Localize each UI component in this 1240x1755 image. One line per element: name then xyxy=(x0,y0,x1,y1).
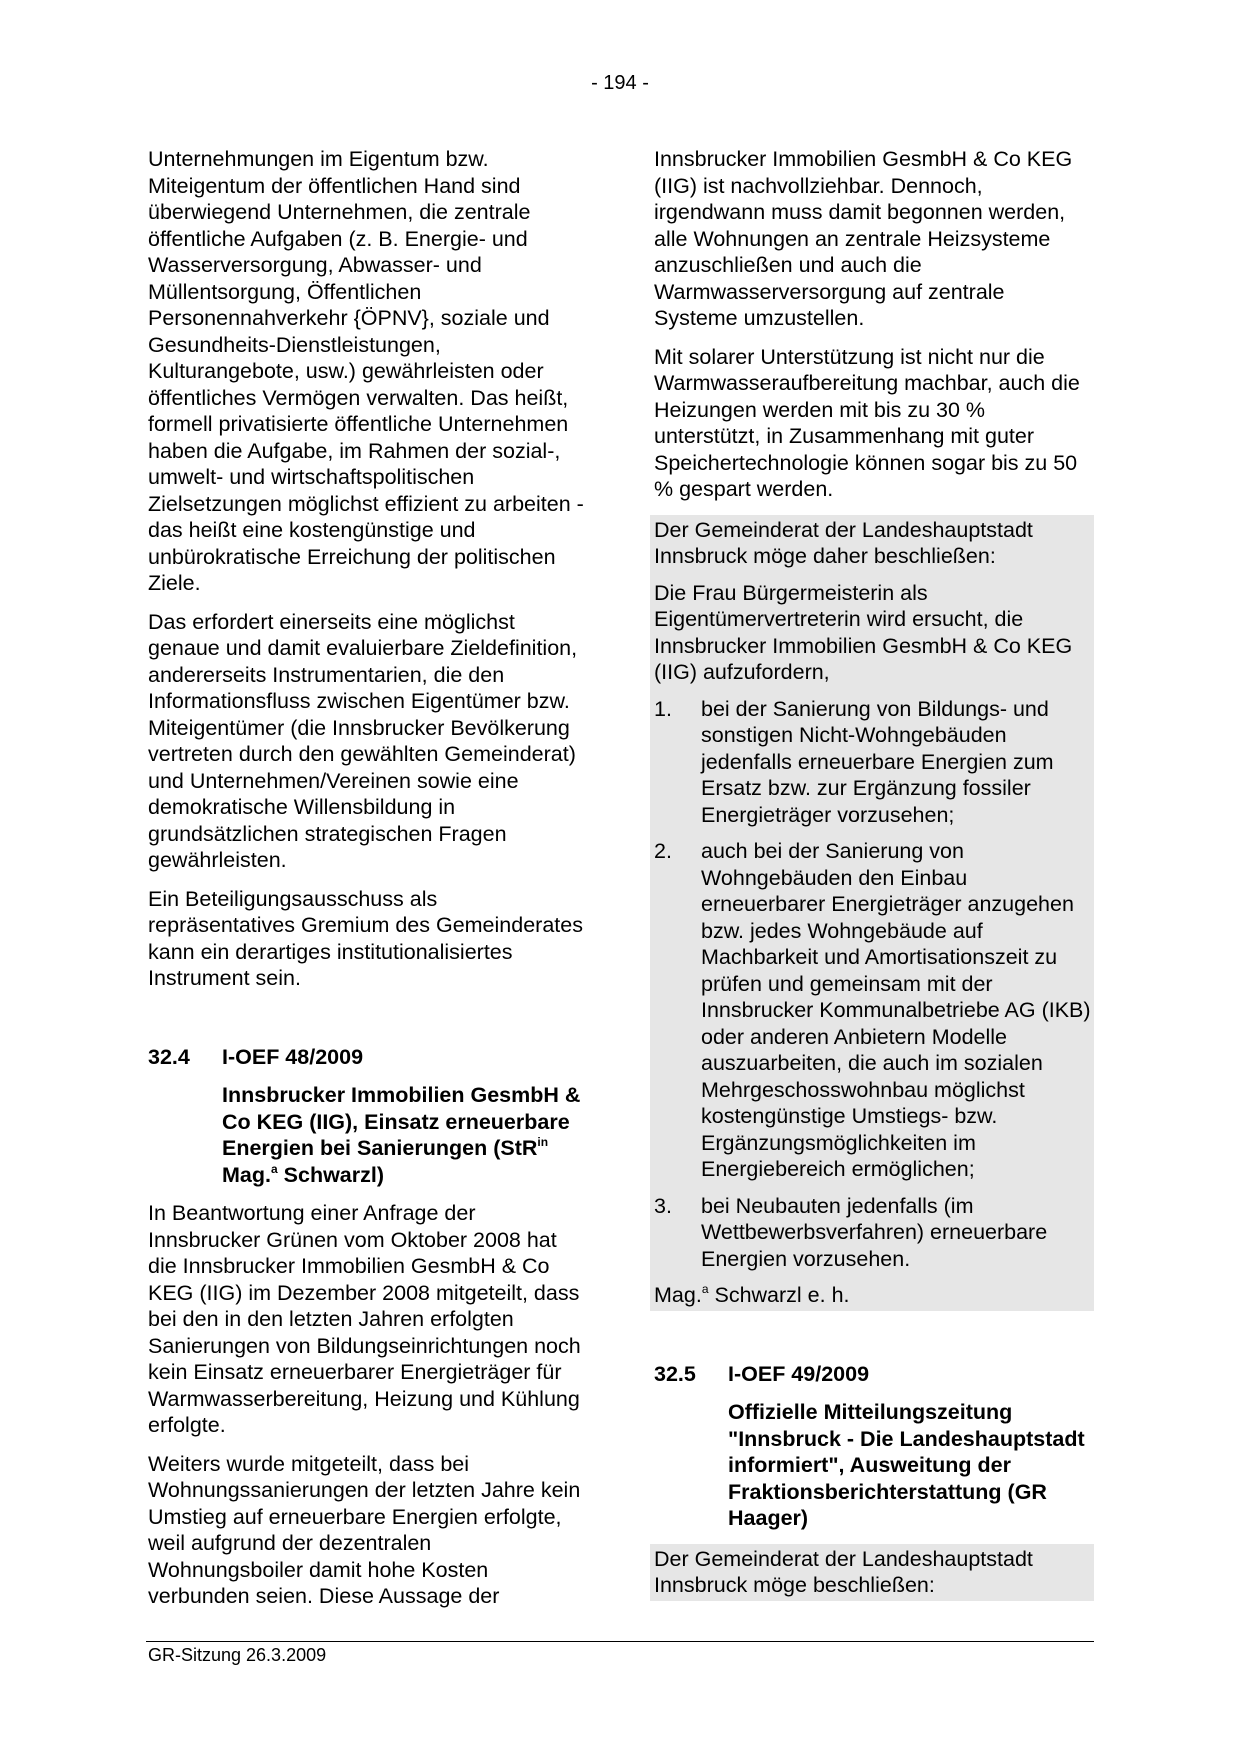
list-item xyxy=(654,1193,1094,1273)
list-number: 1. xyxy=(654,696,672,721)
list-text: auch bei der Sanierung von Wohngebäuden den Einbau erneuerbarer Energieträger anzugehen bzw. jedes Wohngebäude auf Machbarkeit und Amortisationszeit zu prüfen und gemeinsam mit der Innsbrucker Kommunalbetriebe AG (IKB) oder anderen Anbietern Modelle auszuarbeiten, die auch im sozialen Mehrgeschosswohnbau möglichst kostengünstige Umstiegs- bzw. Ergänzungsmöglichkeiten im Energiebereich ermöglichen; xyxy=(701,839,1091,1181)
motion-list xyxy=(654,696,1094,1273)
section-heading-32-4 xyxy=(148,1044,585,1071)
paragraph: Unternehmungen im Eigentum bzw. Miteigentum der öffentlichen Hand sind überwiegend Unternehmen, die zentrale öffentliche Aufgaben (z. B. Energie- und Wasserversorgung, Abwasser- und Müllentsorgung, Öffentlichen Personennahverkehr {ÖPNV}, soziale und Gesundheits-Dienstleistungen, Kulturangebote, usw.) gewährleisten oder öffentliches Vermögen verwalten. Das heißt, formell privatisierte öffentliche Unternehmen haben die Aufgabe, im Rahmen der sozial-, umwelt- und wirtschaftspolitischen Zielsetzungen möglichst effizient zu arbeiten - das heißt eine kostengünstige und unbürokratische Erreichung der politischen Ziele. xyxy=(148,147,584,595)
superscript: in xyxy=(537,1135,549,1149)
paragraph: In Beantwortung einer Anfrage der Innsbrucker Grünen vom Oktober 2008 hat die Innsbrucker Immobilien GesmbH & Co KEG (IIG) im Dezember 2008 mitgeteilt, dass bei den in den letzten Jahren erfolgten Sanierungen von Bildungseinrichtungen noch kein Einsatz erneuerbarer Energieträger für Warmwasserbereitung, Heizung und Kühlung erfolgte. xyxy=(148,1201,581,1437)
superscript: a xyxy=(701,1282,709,1296)
paragraph: Das erfordert einerseits eine möglichst genaue und damit evaluierbare Zieldefinition, andererseits Instrumentarien, die den Informationsfluss zwischen Eigentümer bzw. Miteigentümer (die Innsbrucker Bevölkerung vertreten durch den gewählten Gemeinderat) und Unternehmen/Vereinen sowie eine demokratische Willensbildung in grundsätzlichen strategischen Fragen gewährleisten. xyxy=(148,609,578,872)
paragraph: Ein Beteiligungsausschuss als repräsentatives Gremium des Gemeinderates kann ein derartiges institutionalisiertes Instrument sein. xyxy=(148,886,583,990)
signature-text: Schwarzl e. h. xyxy=(708,1283,850,1307)
motion-intro: Der Gemeinderat der Landeshauptstadt Innsbruck möge beschließen: xyxy=(654,1546,1033,1597)
section-title-text: Innsbrucker Immobilien GesmbH & Co KEG (IIG), Einsatz erneuerbare Energien bei Sanierungen (StR xyxy=(222,1083,581,1160)
motion-block xyxy=(650,515,1094,1311)
motion-intro: Der Gemeinderat der Landeshauptstadt Innsbruck möge daher beschließen: xyxy=(654,517,1033,568)
paragraph: Mit solarer Unterstützung ist nicht nur die Warmwasseraufbereitung machbar, auch die Heizungen werden mit bis zu 30 % unterstützt, in Zusammenhang mit guter Speichertechnologie können sogar bis zu 50 % gespart werden. xyxy=(654,344,1080,501)
section-heading-32-5 xyxy=(654,1361,1094,1388)
signature xyxy=(654,1282,1094,1309)
motion-body: Die Frau Bürgermeisterin als Eigentümervertreterin wird ersucht, die Innsbrucker Immobilien GesmbH & Co KEG (IIG) aufzufordern, xyxy=(654,580,1073,684)
list-text: bei Neubauten jedenfalls (im Wettbewerbsverfahren) erneuerbare Energien vorzusehen. xyxy=(701,1193,1048,1271)
page-number: - 194 - xyxy=(591,72,649,94)
section-title-32-4 xyxy=(222,1082,585,1188)
section-title-32-5: Offizielle Mitteilungszeitung "Innsbruck - Die Landeshauptstadt informiert", Ausweitung der Fraktionsberichterstattung (GR Haager) xyxy=(728,1400,1085,1530)
left-column xyxy=(148,146,585,1622)
footer: GR-Sitzung 26.3.2009 xyxy=(148,1645,327,1665)
section-number: 32.5 xyxy=(654,1361,696,1386)
list-text: bei der Sanierung von Bildungs- und sonstigen Nicht-Wohngebäuden jedenfalls erneuerbare Energien zum Ersatz bzw. zur Ergänzung fossiler Energieträger vorzusehen; xyxy=(701,696,1054,827)
section-number: 32.4 xyxy=(148,1044,190,1069)
section-id: I-OEF 49/2009 xyxy=(728,1361,870,1386)
section-title-text: Schwarzl) xyxy=(277,1162,385,1187)
list-number: 2. xyxy=(654,839,672,863)
list-item xyxy=(654,838,1094,1183)
signature-text: Mag. xyxy=(654,1283,702,1307)
list-item xyxy=(654,696,1094,829)
section-id: I-OEF 48/2009 xyxy=(222,1044,364,1069)
section-title-text: Mag. xyxy=(222,1162,271,1187)
list-number: 3. xyxy=(654,1193,672,1218)
paragraph: Weiters wurde mitgeteilt, dass bei Wohnungssanierungen der letzten Jahre kein Umstieg auf erneuerbare Energien erfolgte, weil aufgrund der dezentralen Wohnungsboiler damit hohe Kosten verbunden seien. Diese Aussage der xyxy=(148,1451,581,1608)
paragraph: Innsbrucker Immobilien GesmbH & Co KEG (IIG) ist nachvollziehbar. Dennoch, irgendwann muss damit begonnen werden, alle Wohnungen an zentrale Heizsysteme anzuschließen und auch die Warmwasserversorgung auf zentrale Systeme umzustellen. xyxy=(654,147,1073,330)
footer-divider xyxy=(146,1641,1094,1642)
motion-block-2 xyxy=(650,1544,1094,1601)
superscript: a xyxy=(270,1161,278,1176)
right-column xyxy=(654,146,1094,1601)
